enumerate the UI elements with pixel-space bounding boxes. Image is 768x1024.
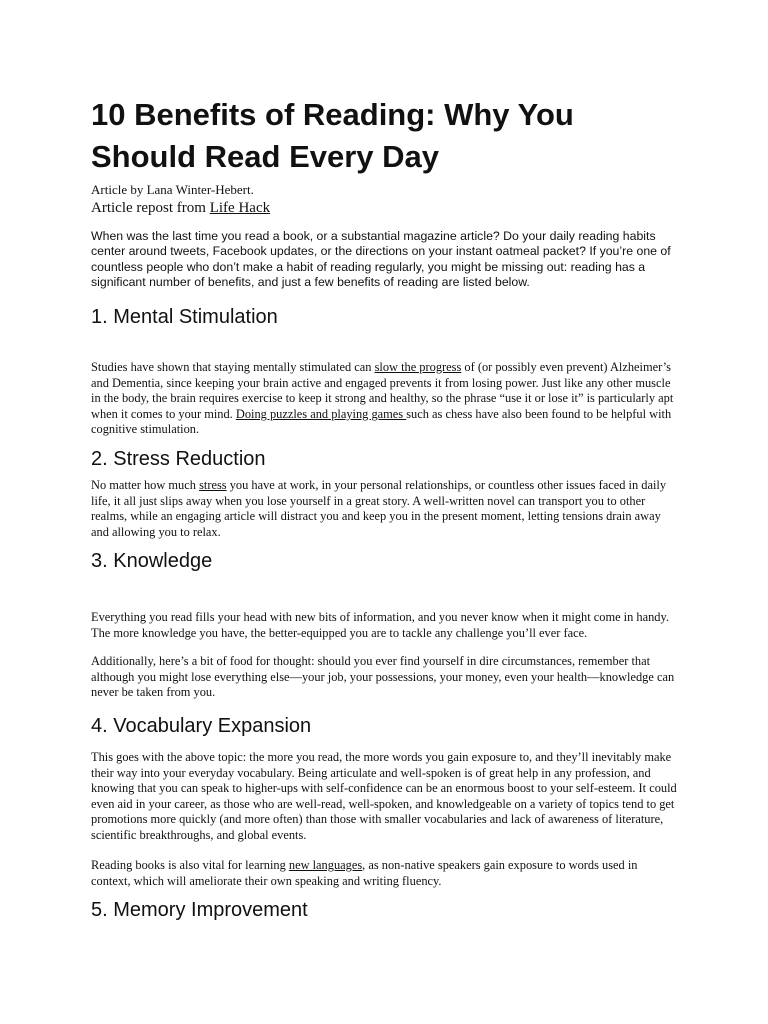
life-hack-link[interactable]: Life Hack (209, 200, 271, 216)
text-segment: Reading books is also vital for learning (91, 858, 289, 872)
vocabulary-paragraph-1: This goes with the above topic: the more you read, the more words you gain exposure to, and they’ll inevitably make their way into your everyday vocabulary. Being articulate and well-spoken is of great help in any profession, and knowing that you can speak to higher-ups with self-confidence can be an enormous boost to your self-esteem. It could even aid in your career, as those who are well-read, well-spoken, and knowledgeable on a variety of topics tend to get promotions more quickly (and more often) than those with smaller vocabularies and lack of awareness of literature, scientific breakthroughs, and global events. (91, 750, 677, 842)
text-segment: you have at work, in your personal relationships, or countless other issues faced in daily life, it all just slips away when you lose yourself in a great story. A well-written novel can transport you to other realms, while an engaging article will distract you and keep you in the present moment, letting tensions drain away and allowing you to relax. (91, 478, 667, 539)
new-languages-link[interactable]: new languages (288, 858, 363, 872)
section-heading-knowledge: 3. Knowledge (91, 550, 213, 572)
knowledge-paragraph-1: Everything you read fills your head with new bits of information, and you never know when it might come in handy. The more knowledge you have, the better-equipped you are to tackle any challenge you’ll ever face. (91, 610, 669, 640)
intro-paragraph: When was the last time you read a book, or a substantial magazine article? Do your daily reading habits center around tweets, Facebook updates, or the directions on your instant oatmeal packet? If you’re one of countless people who don’t make a habit of reading regularly, you might be missing out: reading has a significant number of benefits, and just a few benefits of reading are listed below. (91, 229, 671, 289)
stress-link[interactable]: stress (199, 478, 227, 492)
knowledge-paragraph-2: Additionally, here’s a bit of food for thought: should you ever find yourself in dire circumstances, remember that although you might lose everything else—your job, your possessions, your money, even your health—knowledge can never be taken from you. (91, 654, 675, 700)
mental-stimulation-paragraph (91, 360, 678, 438)
section-heading-vocabulary-expansion: 4. Vocabulary Expansion (91, 715, 312, 737)
text-segment: of (or possibly even prevent) Alzheimer’s and Dementia, since keeping your brain active and engaged prevents it from losing power. Just like any other muscle in the body, the brain requires exercise to keep it strong and healthy, so the phrase “use it or lose it” is particularly apt when it comes to your mind. (91, 360, 674, 421)
text-segment: such as chess have also been found to be helpful with cognitive stimulation. (91, 406, 672, 437)
text-segment: Studies have shown that staying mentally stimulated can (91, 360, 375, 374)
stress-reduction-paragraph (91, 478, 678, 540)
repost-line (91, 199, 678, 217)
article-title: 10 Benefits of Reading: Why You Should Read Every Day (91, 97, 574, 174)
section-heading-stress-reduction: 2. Stress Reduction (91, 448, 266, 470)
text-segment: , as non-native speakers gain exposure to words used in context, which will ameliorate their own speaking and writing fluency. (91, 858, 638, 888)
text-segment: No matter how much (91, 478, 200, 492)
puzzles-games-link[interactable]: Doing puzzles and playing games (235, 406, 407, 421)
repost-prefix: Article repost from (91, 200, 210, 216)
section-heading-mental-stimulation: 1. Mental Stimulation (91, 306, 278, 328)
slow-the-progress-link[interactable]: slow the progress (374, 360, 462, 374)
vocabulary-paragraph-2 (91, 858, 678, 889)
author-byline: Article by Lana Winter-Hebert. (91, 182, 254, 197)
section-heading-memory-improvement: 5. Memory Improvement (91, 899, 308, 921)
